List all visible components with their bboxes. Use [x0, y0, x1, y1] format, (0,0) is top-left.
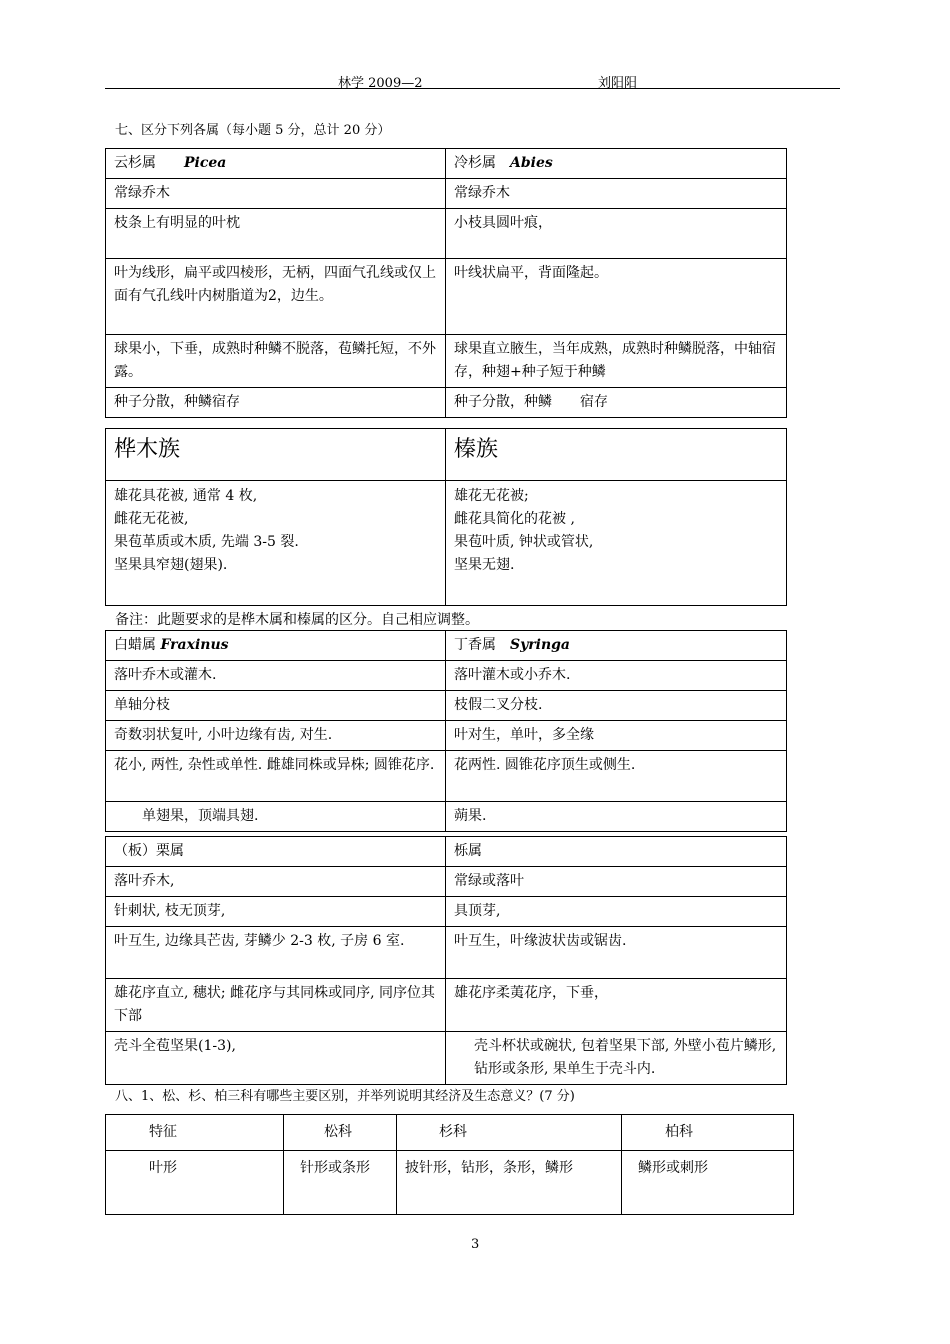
- header-cell: 杉科: [397, 1115, 622, 1151]
- header-cell: 特征: [106, 1115, 284, 1151]
- text-line: 坚果无翅.: [454, 557, 515, 573]
- header-right: 刘阳阳: [598, 76, 638, 91]
- table-header-row: [106, 837, 787, 867]
- table-cell: 具顶芽,: [446, 897, 787, 927]
- table-cell: 叶形: [106, 1151, 284, 1215]
- question-7-title: 七、区分下列各属（每小题 5 分，总计 20 分）: [115, 123, 391, 138]
- table-header-row: [106, 149, 787, 179]
- header-left: 林学 2009—2: [338, 76, 423, 91]
- table-row: [106, 802, 787, 832]
- table-header-row: [106, 429, 787, 481]
- table-cell: 常绿乔木: [106, 179, 446, 209]
- table-row: [106, 388, 787, 418]
- text-line: 果苞叶质, 钟状或管状,: [454, 534, 594, 550]
- table-row: [106, 335, 787, 388]
- table-header-row: [106, 1115, 794, 1151]
- table-families-comparison: [105, 1114, 794, 1215]
- table-row: [106, 661, 787, 691]
- table-row: [106, 209, 787, 259]
- table-header-row: [106, 631, 787, 661]
- table-cell: 雄花序柔荑花序，下垂，: [446, 979, 787, 1032]
- header-cell: 栎属: [446, 837, 787, 867]
- table-castanea-quercus: [105, 836, 787, 1085]
- table-cell: 壳斗杯状或碗状, 包着坚果下部, 外壁小苞片鳞形,钻形或条形, 果单生于壳斗内.: [446, 1032, 787, 1085]
- header-cell: 云杉属 Picea: [106, 149, 446, 179]
- text-line: 果苞革质或木质, 先端 3-5 裂.: [114, 534, 299, 550]
- header-cell: 松科: [284, 1115, 397, 1151]
- table-cell: 蒴果.: [446, 802, 787, 832]
- table-cell: 壳斗全苞坚果(1-3),: [106, 1032, 446, 1085]
- header-cell: （板）栗属: [106, 837, 446, 867]
- table-row: [106, 1151, 794, 1215]
- table-row: [106, 1032, 787, 1085]
- table-picea-abies: [105, 148, 787, 418]
- table-cell: 叶为线形，扁平或四棱形，无柄，四面气孔线或仅上面有气孔线叶内树脂道为2，边生。: [106, 259, 446, 335]
- header-cell: 白蜡属 Fraxinus: [106, 631, 446, 661]
- table-cell: 枝假二叉分枝.: [446, 691, 787, 721]
- table-fraxinus-syringa: [105, 630, 787, 832]
- note-text: 备注：此题要求的是桦木属和榛属的区分。自己相应调整。: [115, 612, 479, 628]
- table-cell: 球果直立腋生，当年成熟，成熟时种鳞脱落，中轴宿存，种翅+种子短于种鳞: [446, 335, 787, 388]
- table-row: [106, 691, 787, 721]
- text-line: 坚果具窄翅(翅果).: [114, 557, 228, 573]
- header-cell: 柏科: [622, 1115, 794, 1151]
- table-cell: 奇数羽状复叶, 小叶边缘有齿, 对生.: [106, 721, 446, 751]
- table-row: [106, 927, 787, 979]
- question-8-title: 八、1、松、杉、柏三科有哪些主要区别，并举列说明其经济及生态意义？(7 分): [115, 1089, 575, 1104]
- page-header: [105, 70, 840, 89]
- table-cell: 常绿或落叶: [446, 867, 787, 897]
- table-row: [106, 179, 787, 209]
- table-cell: 单翅果，顶端具翅.: [106, 802, 446, 832]
- table-row: [106, 751, 787, 802]
- table-cell: 种子分散，种鳞 宿存: [446, 388, 787, 418]
- table-cell: [106, 481, 446, 606]
- table-cell: 针形或条形: [284, 1151, 397, 1215]
- table-cell: 花两性. 圆锥花序顶生或侧生.: [446, 751, 787, 802]
- text-line: 雄花无花被;: [454, 488, 529, 504]
- table-cell: 雄花序直立, 穗状; 雌花序与其同株或同序, 同序位其下部: [106, 979, 446, 1032]
- table-cell: 落叶灌木或小乔木.: [446, 661, 787, 691]
- table-cell: 叶互生, 边缘具芒齿, 芽鳞少 2-3 枚, 子房 6 室.: [106, 927, 446, 979]
- text-line: 雌花具简化的花被 ,: [454, 511, 575, 527]
- table-row: [106, 979, 787, 1032]
- table-cell: 披针形，钻形，条形，鳞形: [397, 1151, 622, 1215]
- table-row: [106, 259, 787, 335]
- table-row: [106, 721, 787, 751]
- table-betuleae-coryleae: [105, 428, 787, 606]
- table-row: [106, 867, 787, 897]
- header-cell: 桦木族: [106, 429, 446, 481]
- table-cell: 花小, 两性, 杂性或单性. 雌雄同株或异株; 圆锥花序.: [106, 751, 446, 802]
- table-cell: 单轴分枝: [106, 691, 446, 721]
- header-cell: 丁香属 Syringa: [446, 631, 787, 661]
- table-row: [106, 897, 787, 927]
- table-cell: [446, 481, 787, 606]
- header-cell: 榛族: [446, 429, 787, 481]
- table-cell: 小枝具圆叶痕，: [446, 209, 787, 259]
- table-cell: 鳞形或刺形: [622, 1151, 794, 1215]
- table-cell: 叶互生，叶缘波状齿或锯齿.: [446, 927, 787, 979]
- table-cell: 常绿乔木: [446, 179, 787, 209]
- text-line: 雄花具花被, 通常 4 枚,: [114, 488, 258, 504]
- table-cell: 针刺状, 枝无顶芽,: [106, 897, 446, 927]
- table-cell: 球果小，下垂，成熟时种鳞不脱落，苞鳞托短，不外露。: [106, 335, 446, 388]
- table-cell: 落叶乔木或灌木.: [106, 661, 446, 691]
- page-number: 3: [471, 1237, 480, 1252]
- table-cell: 叶线状扁平，背面隆起。: [446, 259, 787, 335]
- header-cell: 冷杉属 Abies: [446, 149, 787, 179]
- text-line: 雌花无花被,: [114, 511, 189, 527]
- table-cell: 叶对生，单叶，多全缘: [446, 721, 787, 751]
- table-row: [106, 481, 787, 606]
- table-cell: 枝条上有明显的叶枕: [106, 209, 446, 259]
- table-cell: 种子分散，种鳞宿存: [106, 388, 446, 418]
- table-cell: 落叶乔木,: [106, 867, 446, 897]
